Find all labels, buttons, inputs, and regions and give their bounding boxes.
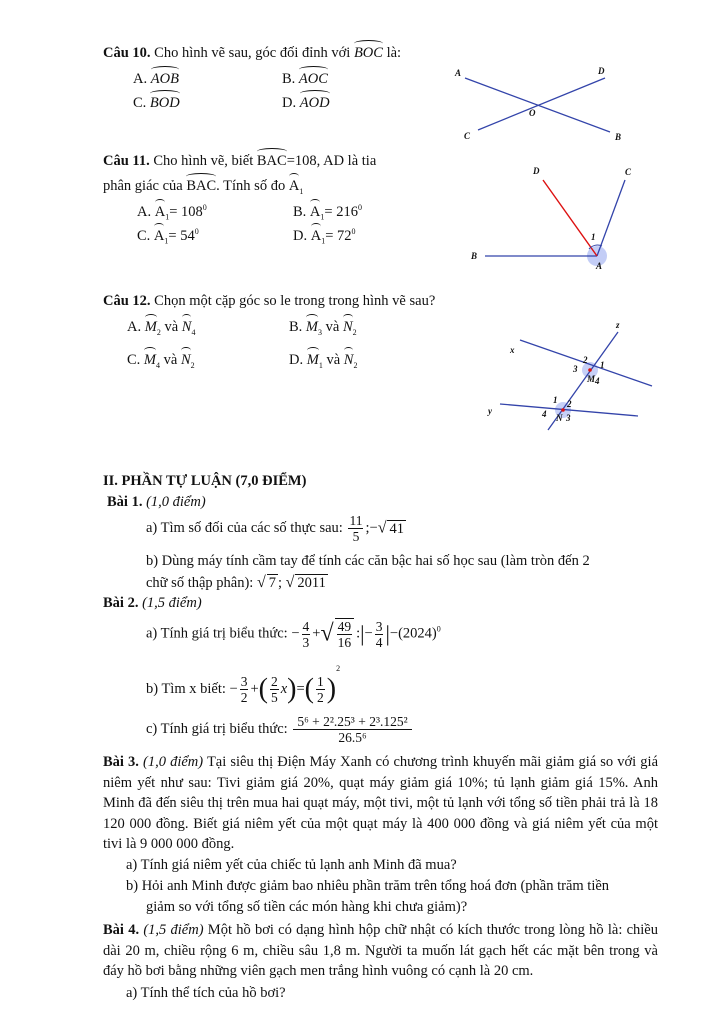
sqrt-icon: √ — [377, 519, 387, 537]
point-n — [561, 408, 565, 412]
option-angle: A — [154, 203, 166, 220]
q10-text: Cho hình vẽ sau, góc đối đỉnh với — [154, 45, 351, 61]
bai2-c-text: c) Tính giá trị biểu thức: — [146, 721, 288, 737]
bai3-paragraph — [103, 752, 658, 855]
q12-option-a — [127, 319, 195, 337]
option-degree: 0 — [194, 227, 199, 236]
denominator: 4 — [375, 634, 383, 650]
label-n4: 4 — [542, 409, 547, 419]
exponent: 0 — [436, 624, 441, 634]
option-angle: A — [310, 227, 322, 244]
option-degree: 0 — [357, 203, 362, 212]
bai4-a: a) Tính thể tích của hồ bơi? — [126, 985, 286, 1001]
q11-text4: . Tính số đo — [216, 178, 286, 194]
option-angle-2: N — [342, 319, 353, 335]
bai3-b-line2: giảm so với tổng số tiền các món hàng khi chưa giảm)? — [146, 899, 468, 915]
bai4-points: (1,5 điểm) — [143, 922, 204, 938]
q12-figure — [480, 318, 660, 438]
radicand-1: 7 — [268, 575, 276, 591]
option-and: và — [326, 352, 341, 368]
numerator: 49 — [337, 619, 352, 634]
fraction-1 — [302, 619, 311, 650]
q11-stem-line2 — [103, 178, 303, 196]
denominator: 5 — [270, 690, 278, 706]
sqrt-icon: √ — [285, 574, 295, 591]
bai2-c — [146, 714, 414, 745]
label-m2: 2 — [583, 355, 588, 365]
op: − — [291, 625, 300, 642]
option-degree: 0 — [202, 203, 207, 212]
bai1-b-line2 — [146, 574, 328, 592]
fraction-3 — [375, 619, 384, 650]
numerator: 1 — [317, 674, 324, 690]
q12-number: Câu 12. — [103, 293, 151, 309]
option-sub-1: 4 — [156, 360, 161, 370]
power-term: −(2024) — [389, 625, 437, 642]
option-sub-2: 2 — [352, 327, 357, 337]
label-c: C — [625, 167, 632, 177]
bai2-number: Bài 2. — [103, 595, 139, 611]
option-angle-2: N — [181, 319, 192, 335]
label-n2: 2 — [567, 399, 572, 409]
label-d: D — [598, 66, 605, 76]
op: + — [250, 681, 259, 698]
fraction-2 — [335, 618, 355, 650]
bai4-number: Bài 4. — [103, 922, 140, 938]
q12-option-b — [289, 319, 357, 337]
q11-angle-ref: BAC — [186, 178, 217, 194]
denominator: 16 — [337, 635, 352, 650]
bai4-body: Một hồ bơi có dạng hình hộp chữ nhật có kích thước trong lòng hồ là: chiều dài 20 m, chiều rộng 6 m, chiều sâu 1,8 m. Người ta muốn lát gạch hết các mặt bên trong và đáy hồ bơi bằng những viên gạch men trắng hình vuông có cạnh là 20 cm. — [103, 922, 658, 979]
numerator: 2 — [270, 674, 278, 690]
paren-left-icon: ( — [304, 673, 314, 705]
denominator: 26.5⁶ — [338, 730, 367, 745]
exponent: 2 — [336, 664, 341, 673]
label-angle-1: 1 — [591, 232, 596, 242]
q11-option-b — [293, 203, 362, 222]
q10-number: Câu 10. — [103, 45, 151, 61]
option-angle: A — [153, 227, 165, 244]
sqrt-icon: √ — [256, 574, 266, 591]
option-and: và — [325, 319, 340, 335]
option-label: B. — [293, 203, 307, 220]
option-degree: 0 — [351, 227, 356, 236]
bai2-title — [103, 595, 202, 612]
numerator: 3 — [240, 674, 248, 690]
abs-right-icon: | — [385, 621, 390, 646]
option-sub: 1 — [320, 212, 325, 222]
option-sub-1: 3 — [318, 327, 323, 337]
part2-heading: II. PHẦN TỰ LUẬN (7,0 ĐIỂM) — [103, 473, 307, 489]
label-a: A — [596, 261, 603, 271]
bai2-a — [146, 618, 441, 650]
q10-figure — [440, 60, 640, 150]
separator: ; — [277, 575, 283, 591]
option-angle-2: N — [180, 352, 191, 368]
q10-tail: là: — [386, 45, 402, 61]
option-sub-1: 1 — [318, 360, 323, 370]
option-label: C. — [133, 95, 147, 111]
option-sub-2: 4 — [191, 327, 196, 337]
option-sub-1: 2 — [156, 327, 161, 337]
option-angle: AOD — [299, 95, 330, 111]
bai2-b — [146, 664, 340, 706]
option-label: A. — [137, 203, 152, 220]
denominator: 5 — [352, 529, 360, 544]
label-n3: 3 — [566, 413, 571, 423]
numerator: 3 — [375, 618, 383, 634]
option-value: = 54 — [168, 227, 195, 244]
point-m — [588, 368, 592, 372]
option-label: B. — [282, 71, 296, 87]
option-label: D. — [293, 227, 308, 244]
label-d: D — [533, 166, 540, 176]
option-sub: 1 — [165, 212, 170, 222]
label-c: C — [464, 131, 471, 141]
bai2-b-text: b) Tìm x biết: — [146, 681, 226, 698]
numerator: 5⁶ + 2².25³ + 2³.125² — [293, 714, 411, 730]
q12-option-c — [127, 352, 195, 370]
label-y: y — [488, 406, 492, 416]
line-cd — [478, 78, 605, 130]
option-and: và — [164, 319, 179, 335]
ray-ac — [597, 180, 625, 256]
ray-ad — [543, 180, 597, 256]
option-value: = 216 — [324, 203, 358, 220]
option-label: A. — [127, 319, 142, 335]
variable-x: x — [280, 681, 288, 698]
label-m4: 4 — [595, 376, 600, 386]
label-o: O — [529, 108, 536, 118]
bai1-number: Bài 1. — [107, 494, 143, 510]
option-angle: A — [309, 203, 321, 220]
bai3-body: Tại siêu thị Điện Máy Xanh có chương trình khuyến mãi giảm giá so với giá niêm yết như sau: Tivi giảm giá 20%, quạt máy giảm giá 10%; tủ lạnh giảm giá 15%. Anh Minh đã đến siêu thị trên mua hai quạt máy, một tivi, một tủ lạnh với tổng số tiền phải trả là 18 120 000 đồng. Biết giá niêm yết của một quạt máy là 400 000 đồng và giá niêm yết của một tivi là 9 000 000 đồng. — [103, 754, 659, 852]
label-b: B — [615, 132, 622, 142]
label-n1: 1 — [553, 395, 558, 405]
op: − — [364, 625, 373, 642]
q11-text3: phân giác của — [103, 178, 183, 194]
option-sub-2: 2 — [353, 360, 358, 370]
option-angle-1: M — [143, 352, 157, 368]
sqrt-icon: √ — [320, 620, 334, 647]
q11-text2: , AD là tia — [316, 153, 377, 169]
fraction-main — [293, 714, 411, 745]
label-z: z — [616, 320, 620, 330]
q10-angle: BOC — [353, 45, 383, 61]
bai1-b-line1: b) Dùng máy tính cầm tay để tính các căn bậc hai số học sau (làm tròn đến 2 — [146, 553, 590, 569]
option-sub: 1 — [164, 236, 169, 246]
q11-option-d — [293, 227, 356, 246]
bai1-a — [146, 513, 406, 544]
bai2-a-text: a) Tính giá trị biểu thức: — [146, 625, 288, 642]
label-x: x — [510, 345, 515, 355]
q11-target-sub: 1 — [299, 186, 304, 196]
bai1-a-text: a) Tìm số đối của các số thực sau: — [146, 520, 343, 536]
bai3-b-line1: b) Hỏi anh Minh được giảm bao nhiêu phần trăm trên tổng hoá đơn (phần trăm tiền — [126, 878, 610, 894]
option-label: C. — [127, 352, 141, 368]
option-sub-2: 2 — [190, 360, 195, 370]
bai3-number: Bài 3. — [103, 754, 139, 770]
q11-number: Câu 11. — [103, 153, 150, 169]
bai3-a: a) Tính giá niêm yết của chiếc tủ lạnh anh Minh đã mua? — [126, 857, 457, 873]
q12-option-d — [289, 352, 357, 370]
option-and: và — [163, 352, 178, 368]
bai3-points: (1,0 điểm) — [143, 754, 204, 770]
paren-left-icon: ( — [258, 673, 268, 705]
option-value: = 72 — [325, 227, 352, 244]
op: − — [229, 681, 238, 698]
q10-option-d — [282, 95, 330, 112]
bai2-points: (1,5 điểm) — [142, 595, 202, 611]
denominator: 3 — [302, 634, 310, 650]
numerator: 11 — [349, 513, 363, 528]
option-value: = 108 — [169, 203, 203, 220]
label-m: M — [587, 374, 596, 384]
separator: ;− — [365, 520, 378, 536]
fraction-1 — [240, 674, 249, 705]
option-label: D. — [289, 352, 304, 368]
q11-angle-value: =108 — [286, 153, 317, 169]
radicand-2: 2011 — [297, 575, 326, 591]
option-angle: BOD — [149, 95, 180, 111]
q11-target: A — [288, 178, 300, 194]
bai1-title — [107, 494, 206, 511]
bai1-points: (1,0 điểm) — [146, 494, 206, 510]
q11-option-c — [137, 227, 199, 246]
option-label: B. — [289, 319, 303, 335]
paren-right-icon: ) — [287, 673, 297, 705]
label-m1: 1 — [600, 360, 605, 370]
q10-stem — [103, 45, 401, 62]
bai1-b-text: chữ số thập phân): — [146, 575, 254, 591]
op: + — [312, 625, 321, 642]
op: : — [356, 625, 361, 642]
label-a: A — [455, 68, 462, 78]
q11-angle: BAC — [256, 153, 287, 169]
q11-text: Cho hình vẽ, biết — [153, 153, 254, 169]
abs-left-icon: | — [360, 621, 365, 646]
q11-figure — [465, 160, 645, 275]
label-n: N — [556, 413, 563, 423]
q12-text: Chọn một cặp góc so le trong trong hình vẽ sau? — [154, 293, 436, 309]
denominator: 2 — [317, 690, 324, 706]
option-angle: AOB — [150, 71, 179, 87]
paren-right-icon: ) — [326, 673, 337, 705]
op: = — [296, 681, 305, 698]
option-angle-1: M — [306, 352, 319, 368]
q12-stem — [103, 293, 435, 310]
q11-option-a — [137, 203, 207, 222]
fraction-3 — [316, 674, 325, 705]
option-label: C. — [137, 227, 151, 244]
denominator: 2 — [240, 690, 248, 706]
label-m3: 3 — [573, 364, 578, 374]
q10-option-c — [133, 95, 180, 112]
option-label: A. — [133, 71, 148, 87]
q11-stem-line1 — [103, 153, 376, 170]
label-b: B — [471, 251, 478, 261]
option-label: D. — [282, 95, 297, 111]
option-sub: 1 — [321, 236, 326, 246]
option-angle-2: N — [343, 352, 354, 368]
radicand: 41 — [389, 520, 404, 537]
q10-option-b — [282, 71, 328, 88]
bai4-paragraph — [103, 920, 658, 982]
option-angle-1: M — [305, 319, 319, 335]
option-angle: AOC — [298, 71, 328, 87]
q10-option-a — [133, 71, 179, 88]
fraction-2 — [270, 674, 279, 705]
bai1-a-fraction — [348, 513, 363, 544]
numerator: 4 — [302, 618, 310, 634]
option-angle-1: M — [144, 319, 157, 335]
